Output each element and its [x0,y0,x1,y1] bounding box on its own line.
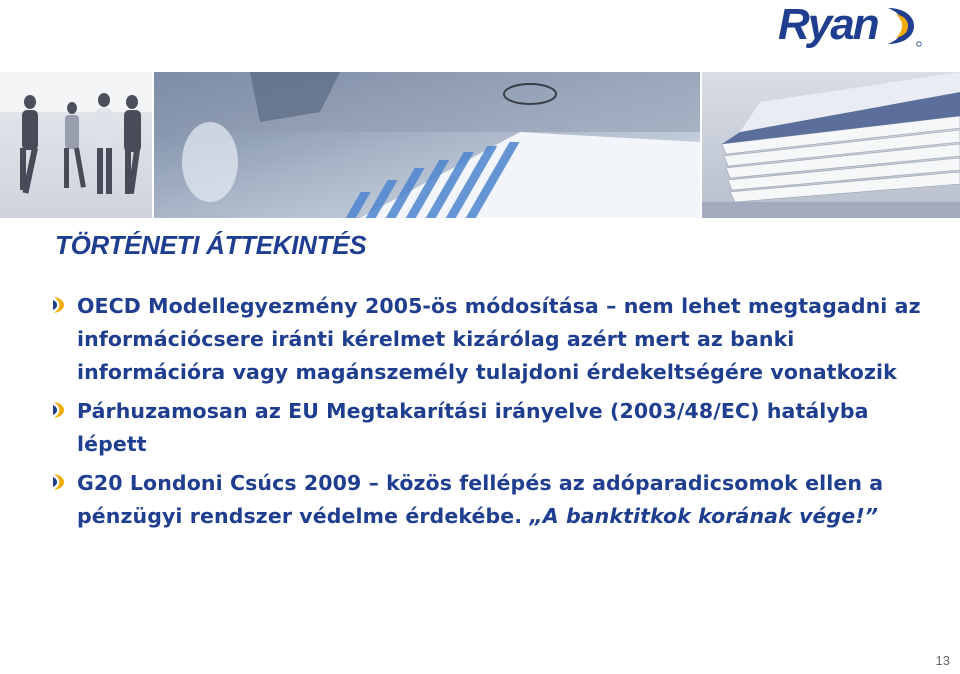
ryan-logo [778,0,918,56]
bullet-chevron-icon [52,472,66,492]
bullet-chevron-icon [52,400,66,420]
stacked-documents-photo [702,72,960,218]
bullet-text [77,467,942,533]
bullet-text: OECD Modellegyezmény 2005-ös módosítása – nem lehet megtagadni az információcsere iránti kérelmet kizárólag azért mert az banki információra vagy magánszemély tulajdoni érdekeltségére vonatkozik [77,294,921,384]
slide-title: TÖRTÉNETI ÁTTEKINTÉS [55,230,367,260]
tablet-bar-chart-desk-photo [154,72,700,218]
bullet-item [52,395,942,461]
bullet-emphasis: „A banktitkok korának vége!” [529,504,879,528]
page-number: 13 [935,653,950,668]
business-people-walking-photo [0,72,152,218]
logo-chevron-icon [886,4,922,48]
header-photo-banner [0,72,960,218]
bullet-text-main: G20 Londoni Csúcs 2009 – közös fellépés az adóparadicsomok ellen a pénzügyi rendszer védelme érdekébe. [77,471,884,528]
bullet-chevron-icon [52,295,66,315]
bullet-item [52,467,942,533]
bullet-text: Párhuzamosan az EU Megtakarítási irányelve (2003/48/EC) hatályba lépett [77,399,869,456]
bullet-item [52,290,942,389]
logo-text: Ryan [778,0,878,49]
bullet-list [52,290,942,539]
